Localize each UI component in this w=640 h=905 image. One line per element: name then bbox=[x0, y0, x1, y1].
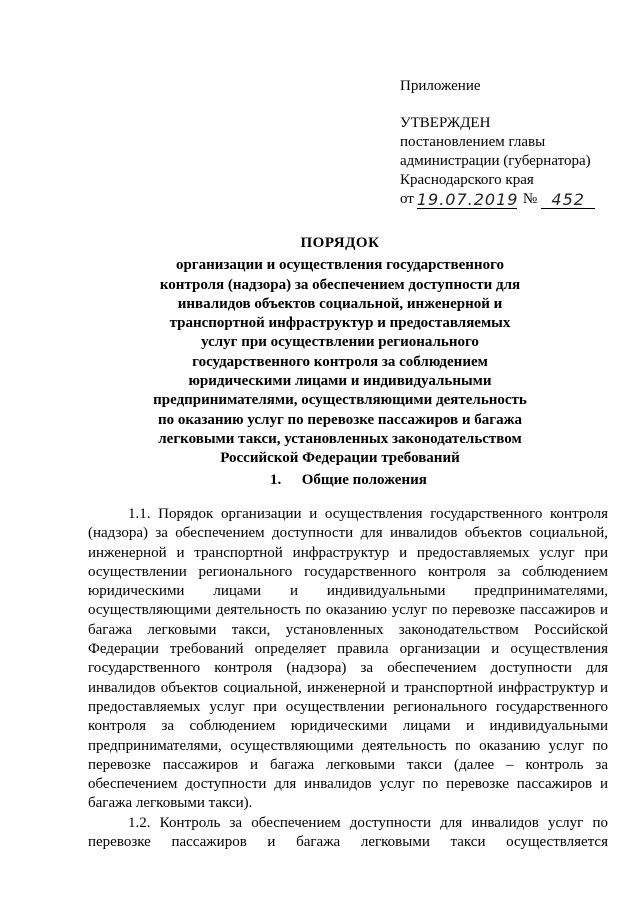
paragraph-1-1: 1.1. Порядок организации и осуществления государственного контроля (надзора) за обеспечением доступности для инвалидов объектов социальной, инженерной и транспортной инфраструктур и предоставляемых услуг при осуществлении регионального государственного контроля за соблюдением юридическими лицами и индивидуальными предпринимателями, осуществляющими деятельность по оказанию услуг по перевозке пассажиров и багажа легковыми такси, установленных законодательством Российской Федерации требований определяет правила организации и осуществления государственного контроля (надзора) за обеспечением доступности для инвалидов объектов социальной, инженерной и транспортной инфраструктур и предоставляемых услуг при осуществлении регионального государственного контроля за соблюдением юридическими лицами и индивидуальными предпринимателями, осуществляющими деятельность по оказанию услуг по перевозке пассажиров и багажа легковыми такси (далее – контроль за обеспечением доступности для инвалидов услуг по перевозке пассажиров и багажа легковыми такси). bbox=[88, 506, 608, 812]
title-main: ПОРЯДОК bbox=[300, 235, 380, 251]
title-line: предпринимателями, осуществляющими деятельность bbox=[153, 392, 527, 409]
date-prefix: от bbox=[400, 191, 414, 207]
title-line: легковыми такси, установленных законодательством bbox=[158, 430, 522, 447]
title-line: государственного контроля за соблюдением bbox=[192, 353, 488, 370]
document-title bbox=[150, 234, 530, 469]
appendix-label: Приложение bbox=[400, 78, 481, 94]
title-line: по оказанию услуг по перевозке пассажиров и багажа bbox=[158, 411, 522, 428]
approved-by-line: Краснодарского края bbox=[400, 172, 534, 188]
handwritten-date: 19.07.2019 bbox=[416, 190, 519, 209]
section-number: 1. bbox=[270, 472, 282, 488]
paragraph-1-2: 1.2. Контроль за обеспечением доступности для инвалидов услуг по перевозке пассажиров и багажа легковыми такси осуществляется bbox=[88, 814, 608, 851]
approved-label: УТВЕРЖДЕН bbox=[400, 115, 491, 131]
title-line: организации и осуществления государственного bbox=[175, 257, 505, 274]
section-title: Общие положения bbox=[301, 472, 427, 488]
title-line: услуг при осуществлении регионального bbox=[201, 334, 479, 351]
title-line: юридическими лицами и индивидуальными bbox=[188, 373, 492, 390]
title-line: инвалидов объектов социальной, инженерной и bbox=[177, 295, 503, 312]
approved-by-line: администрации (губернатора) bbox=[400, 153, 591, 169]
approval-block bbox=[400, 77, 630, 209]
number-prefix: № bbox=[522, 191, 538, 207]
section-body bbox=[88, 505, 608, 852]
title-line: Российской Федерации требований bbox=[220, 450, 460, 467]
title-line: транспортной инфраструктур и предоставляемых bbox=[169, 315, 511, 332]
handwritten-number: 452 bbox=[541, 191, 595, 209]
section-heading bbox=[270, 471, 427, 490]
date-number-line bbox=[400, 190, 630, 209]
title-line: контроля (надзора) за обеспечением доступности для bbox=[159, 276, 521, 293]
approved-by-line: постановлением главы bbox=[400, 134, 546, 150]
spacer bbox=[400, 96, 630, 114]
